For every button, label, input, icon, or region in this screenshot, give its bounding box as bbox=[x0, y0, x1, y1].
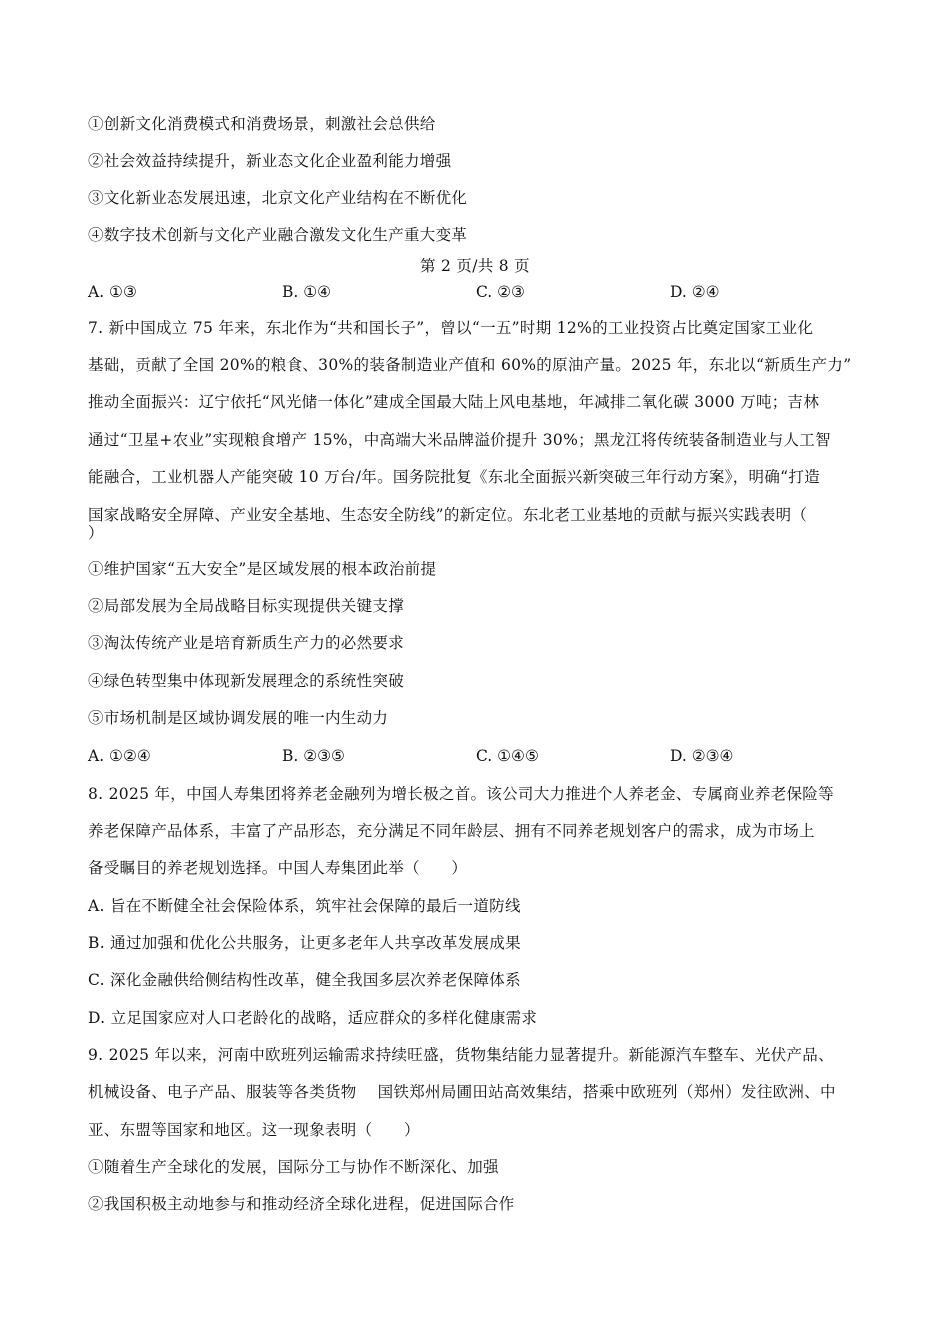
q7-option-d: D. ②③④ bbox=[670, 747, 734, 765]
q6-statement-2: ②社会效益持续提升，新业态文化企业盈利能力增强 bbox=[88, 152, 452, 170]
q7-statement-2: ②局部发展为全局战略目标实现提供关键支撑 bbox=[88, 597, 405, 615]
q7-stem-line-5: 能融合，工业机器人产能突破 10 万台/年。国务院批复《东北全面振兴新突破三年行动方案》，明确“打造 bbox=[88, 468, 820, 486]
q6-statement-4: ④数字技术创新与文化产业融合激发文化生产重大变革 bbox=[88, 226, 468, 244]
q8-stem-line-3: 备受瞩目的养老规划选择。中国人寿集团此举（ ） bbox=[88, 859, 468, 877]
q7-option-a: A. ①②④ bbox=[88, 747, 151, 765]
q7-stem-line-6: 国家战略安全屏障、产业安全基地、生态安全防线”的新定位。东北老工业基地的贡献与振兴实践表明（ bbox=[88, 506, 808, 524]
q6-option-c: C. ②③ bbox=[476, 283, 525, 301]
q9-stem-line-3: 亚、东盟等国家和地区。这一现象表明（ ） bbox=[88, 1121, 420, 1139]
q7-statement-4: ④绿色转型集中体现新发展理念的系统性突破 bbox=[88, 672, 405, 690]
q6-option-d: D. ②④ bbox=[670, 283, 720, 301]
q6-statement-3: ③文化新业态发展迅速，北京文化产业结构在不断优化 bbox=[88, 189, 468, 207]
q8-stem-line-1: 8. 2025 年，中国人寿集团将养老金融列为增长极之首。该公司大力推进个人养老金、专属商业养老保险等 bbox=[88, 785, 834, 803]
q8-choice-d: D. 立足国家应对人口老龄化的战略，适应群众的多样化健康需求 bbox=[88, 1009, 538, 1027]
q9-stem-line-2: 机械设备、电子产品、服装等各类货物 国铁郑州局圃田站高效集结，搭乘中欧班列（郑州）发往欧洲、中 bbox=[88, 1083, 836, 1101]
q6-statement-1: ①创新文化消费模式和消费场景，刺激社会总供给 bbox=[88, 115, 436, 133]
q7-statement-3: ③淘汰传统产业是培育新质生产力的必然要求 bbox=[88, 634, 405, 652]
q8-choice-c: C. 深化金融供给侧结构性改革，健全我国多层次养老保障体系 bbox=[88, 971, 521, 989]
q7-statement-5: ⑤市场机制是区域协调发展的唯一内生动力 bbox=[88, 709, 389, 727]
q7-stem-line-7: ） bbox=[88, 524, 104, 542]
q7-option-b: B. ②③⑤ bbox=[282, 747, 345, 765]
q7-stem-line-3: 推动全面振兴：辽宁依托“风光储一体化”建成全国最大陆上风电基地，年减排二氧化碳 3000 万吨；吉林 bbox=[88, 393, 820, 411]
q9-statement-1: ①随着生产全球化的发展，国际分工与协作不断深化、加强 bbox=[88, 1158, 499, 1176]
q8-stem-line-2: 养老保障产品体系，丰富了产品形态，充分满足不同年龄层、拥有不同养老规划客户的需求，成为市场上 bbox=[88, 822, 815, 840]
q9-statement-2: ②我国积极主动地参与和推动经济全球化进程，促进国际合作 bbox=[88, 1195, 515, 1213]
q7-option-c: C. ①④⑤ bbox=[476, 747, 539, 765]
q8-choice-b: B. 通过加强和优化公共服务，让更多老年人共享改革发展成果 bbox=[88, 934, 521, 952]
q7-stem-line-1: 7. 新中国成立 75 年来，东北作为“共和国长子”，曾以“一五”时期 12%的工业投资占比奠定国家工业化 bbox=[88, 319, 814, 337]
page-number: 第 2 页/共 8 页 bbox=[420, 257, 530, 275]
q9-stem-line-1: 9. 2025 年以来，河南中欧班列运输需求持续旺盛，货物集结能力显著提升。新能源汽车整车、光伏产品、 bbox=[88, 1046, 834, 1064]
q7-stem-line-4: 通过“卫星+农业”实现粮食增产 15%，中高端大米品牌溢价提升 30%；黑龙江将传统装备制造业与人工智 bbox=[88, 431, 831, 449]
q7-stem-line-2: 基础，贡献了全国 20%的粮食、30%的装备制造业产值和 60%的原油产量。2025 年，东北以“新质生产力” bbox=[88, 356, 852, 374]
q6-option-b: B. ①④ bbox=[282, 283, 332, 301]
q8-choice-a: A. 旨在不断健全社会保险体系，筑牢社会保障的最后一道防线 bbox=[88, 897, 521, 915]
q6-option-a: A. ①③ bbox=[88, 283, 137, 301]
q7-statement-1: ①维护国家“五大安全”是区域发展的根本政治前提 bbox=[88, 560, 437, 578]
